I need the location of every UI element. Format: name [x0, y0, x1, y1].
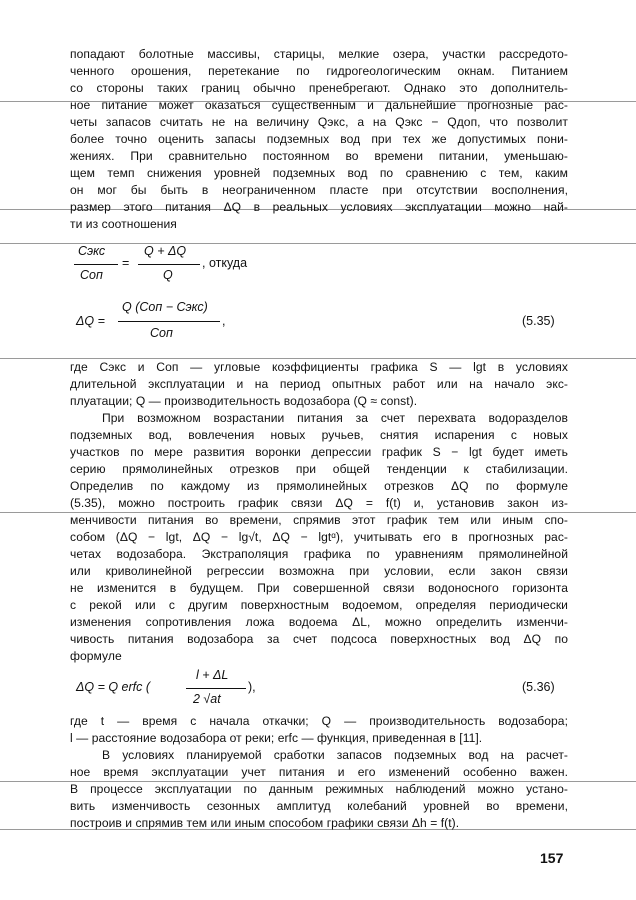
text-line: построив и спрямив тем или иным способом графики связи Δh = f(t).: [70, 816, 460, 830]
text-line: В условиях планируемой сработки запасов подземных вод на расчет-: [102, 748, 568, 762]
text-line: со стороны таких границ обычно пренебрегают. Однако это дополнитель-: [70, 81, 568, 95]
text-line: с рекой или с другим поверхностным водоемом, определяя периодически: [70, 598, 568, 612]
text-line: попадают болотные массивы, старицы, мелкие озера, участки рассредото-: [70, 47, 568, 61]
text-line: изменения сопротивления ложа водоема ΔL, можно определить изменчи-: [70, 615, 568, 629]
formula-numerator-right: Q + ΔQ: [144, 244, 187, 258]
text-line: более точно оценить запасы подземных вод при тех же допустимых пони-: [70, 132, 568, 146]
text-line: В процессе эксплуатации по данным режимных наблюдений можно устано-: [70, 782, 568, 796]
formula-equals: =: [122, 256, 130, 270]
text-line: или криволинейной регрессии возможна при условии, если закон связи: [70, 564, 568, 578]
text-line: четы запасов считать не на величину Qэкс, а на Qэкс − Qдоп, что позволит: [70, 115, 568, 129]
formula-tail: ,: [222, 314, 226, 328]
formula-numerator-left: Cэкс: [78, 244, 106, 258]
text-line: он мог бы быть в неограниченном пласте при отсутствии восполнения,: [70, 183, 568, 197]
text-line: длительной эксплуатации и на период опытных работ или на начало экс-: [70, 377, 568, 391]
formula-denominator: 2 √at: [193, 692, 221, 706]
text-line: менчивости питания во времени, спрямив этот график тем или иным спо-: [70, 513, 568, 527]
text-line: где t — время с начала откачки; Q — производительность водозабора;: [70, 714, 568, 728]
text-line: ное время эксплуатации учет питания и его изменений особенно важен.: [70, 765, 568, 779]
equation-number: (5.36): [522, 680, 555, 694]
fraction-bar: [118, 321, 220, 322]
text-line: (5.35), можно построить график связи ΔQ = f(t) и, установив закон из-: [70, 496, 568, 510]
text-line: где Cэкс и Cоп — угловые коэффициенты графика S — lgt в условиях: [70, 360, 568, 374]
text-line: жениях. При сравнительно постоянном во времени питании, уменьшаю-: [70, 149, 568, 163]
text-line: четах водозабора. Экстраполяция графика по уравнениям прямолинейной: [70, 547, 568, 561]
formula-numerator: Q (Cоп − Cэкс): [122, 300, 208, 314]
text-line: размер этого питания ΔQ в реальных условиях эксплуатации можно най-: [70, 200, 568, 214]
text-line: плуатации; Q — производительность водозабора (Q ≈ const).: [70, 394, 418, 408]
text-line: При возможном возрастании питания за счет перехвата водоразделов: [102, 411, 568, 425]
text-line: ти из соотношения: [70, 217, 177, 231]
formula-denominator-left: Cоп: [80, 268, 103, 282]
text-line: Определив по каждому из прямолинейных отрезков ΔQ по формуле: [70, 479, 568, 493]
formula-lhs: ΔQ =: [76, 314, 105, 328]
page-number: 157: [540, 850, 564, 866]
text-line: серию прямолинейных отрезков при общей тенденции к стабилизации.: [70, 462, 568, 476]
text-line: участков по мере развития воронки депрессии график S − lgt будет иметь: [70, 445, 568, 459]
fraction-bar: [186, 688, 246, 689]
text-line: ченного орошения, перетекание по гидрогеологическим окнам. Питанием: [70, 64, 568, 78]
formula-denominator: Cоп: [150, 326, 173, 340]
text-line: чивость питания водозабора за счет подсоса поверхностных вод ΔQ по: [70, 632, 568, 646]
formula-tail: , откуда: [202, 256, 248, 270]
equation-number: (5.35): [522, 314, 555, 328]
text-line: l — расстояние водозабора от реки; erfc — функция, приведенная в [11].: [70, 731, 483, 745]
text-line: щем темп снижения уровней подземных вод по сравнению с тем, каким: [70, 166, 568, 180]
text-line: собом (ΔQ − lgt, ΔQ − lg√t, ΔQ − lgtᵅ), учитывать его в прогнозных рас-: [70, 530, 568, 544]
text-line: формуле: [70, 649, 122, 663]
fraction-bar: [138, 264, 200, 265]
text-line: ное питание может оказаться существенным и дальнейшие прогнозные рас-: [70, 98, 568, 112]
formula-lhs: ΔQ = Q erfc (: [76, 680, 151, 694]
fraction-bar: [74, 264, 118, 265]
formula-denominator-right: Q: [163, 268, 173, 282]
text-line: вить изменчивость сезонных амплитуд колебаний уровней во времени,: [70, 799, 568, 813]
text-line: не изменится в будущем. При совершенной связи водоносного горизонта: [70, 581, 568, 595]
formula-numerator: l + ΔL: [196, 668, 229, 682]
formula-tail: ),: [248, 680, 256, 694]
text-line: подземных вод, вовлечения новых ручьев, снятия испарения с новых: [70, 428, 568, 442]
